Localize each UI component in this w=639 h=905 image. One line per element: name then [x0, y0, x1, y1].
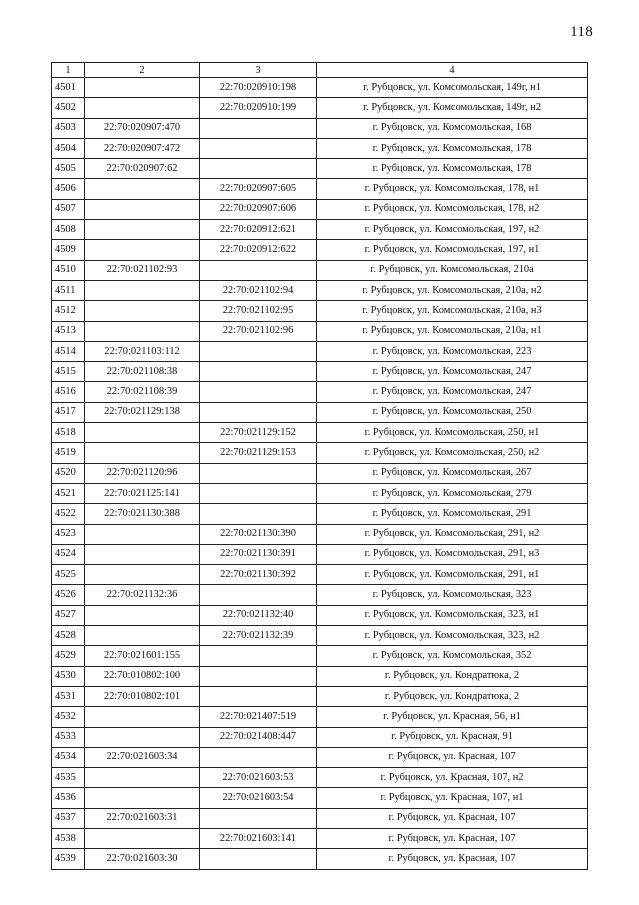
address-cell: г. Рубцовск, ул. Красная, 107: [317, 849, 588, 869]
row-number-cell: 4503: [52, 118, 85, 138]
land-cadastral-cell: 22:70:021108:39: [85, 382, 200, 402]
land-cadastral-cell: [85, 565, 200, 585]
table-row: [52, 747, 588, 767]
building-cadastral-cell: [200, 341, 317, 361]
address-cell: г. Рубцовск, ул. Комсомольская, 149г, н2: [317, 98, 588, 118]
page-number: 118: [570, 24, 593, 40]
row-number-cell: 4510: [52, 260, 85, 280]
row-number-cell: 4517: [52, 402, 85, 422]
building-cadastral-cell: 22:70:021407:519: [200, 707, 317, 727]
table-row: [52, 138, 588, 158]
building-cadastral-cell: 22:70:021102:96: [200, 321, 317, 341]
table-row: [52, 423, 588, 443]
row-number-cell: 4515: [52, 362, 85, 382]
land-cadastral-cell: [85, 199, 200, 219]
land-cadastral-cell: [85, 78, 200, 98]
row-number-cell: 4530: [52, 666, 85, 686]
land-cadastral-cell: [85, 544, 200, 564]
column-header-address: 4: [317, 63, 588, 78]
table-row: [52, 220, 588, 240]
building-cadastral-cell: [200, 159, 317, 179]
address-cell: г. Рубцовск, ул. Красная, 107: [317, 747, 588, 767]
table-header: [52, 63, 588, 78]
table-row: [52, 788, 588, 808]
land-cadastral-cell: [85, 626, 200, 646]
building-cadastral-cell: 22:70:021132:39: [200, 626, 317, 646]
land-cadastral-cell: 22:70:021601:155: [85, 646, 200, 666]
table-row: [52, 443, 588, 463]
land-cadastral-cell: 22:70:020907:470: [85, 118, 200, 138]
address-cell: г. Рубцовск, ул. Красная, 107, н2: [317, 768, 588, 788]
address-cell: г. Рубцовск, ул. Комсомольская, 352: [317, 646, 588, 666]
address-cell: г. Рубцовск, ул. Комсомольская, 210а: [317, 260, 588, 280]
row-number-cell: 4501: [52, 78, 85, 98]
row-number-cell: 4522: [52, 504, 85, 524]
table-row: [52, 159, 588, 179]
table-row: [52, 78, 588, 98]
land-cadastral-cell: [85, 423, 200, 443]
building-cadastral-cell: [200, 808, 317, 828]
row-number-cell: 4524: [52, 544, 85, 564]
row-number-cell: 4512: [52, 301, 85, 321]
row-number-cell: 4506: [52, 179, 85, 199]
land-cadastral-cell: 22:70:021103:112: [85, 341, 200, 361]
row-number-cell: 4508: [52, 220, 85, 240]
table-row: [52, 362, 588, 382]
address-cell: г. Рубцовск, ул. Красная, 56, н1: [317, 707, 588, 727]
row-number-cell: 4534: [52, 747, 85, 767]
land-cadastral-cell: 22:70:021603:34: [85, 747, 200, 767]
land-cadastral-cell: 22:70:010802:100: [85, 666, 200, 686]
land-cadastral-cell: [85, 321, 200, 341]
building-cadastral-cell: [200, 402, 317, 422]
table-row: [52, 727, 588, 747]
table-row: [52, 280, 588, 300]
row-number-cell: 4509: [52, 240, 85, 260]
land-cadastral-cell: 22:70:021120:96: [85, 463, 200, 483]
address-cell: г. Рубцовск, ул. Комсомольская, 223: [317, 341, 588, 361]
building-cadastral-cell: [200, 463, 317, 483]
land-cadastral-cell: 22:70:021130:388: [85, 504, 200, 524]
row-number-cell: 4535: [52, 768, 85, 788]
table-row: [52, 707, 588, 727]
building-cadastral-cell: 22:70:020907:606: [200, 199, 317, 219]
address-cell: г. Рубцовск, ул. Комсомольская, 178, н1: [317, 179, 588, 199]
address-cell: г. Рубцовск, ул. Комсомольская, 250, н2: [317, 443, 588, 463]
land-cadastral-cell: 22:70:021125:141: [85, 483, 200, 503]
land-cadastral-cell: 22:70:020907:62: [85, 159, 200, 179]
row-number-cell: 4520: [52, 463, 85, 483]
address-cell: г. Рубцовск, ул. Комсомольская, 197, н2: [317, 220, 588, 240]
building-cadastral-cell: [200, 747, 317, 767]
building-cadastral-cell: 22:70:020907:605: [200, 179, 317, 199]
table-row: [52, 98, 588, 118]
building-cadastral-cell: [200, 260, 317, 280]
row-number-cell: 4538: [52, 828, 85, 848]
table-row: [52, 666, 588, 686]
land-cadastral-cell: [85, 280, 200, 300]
row-number-cell: 4521: [52, 483, 85, 503]
building-cadastral-cell: 22:70:021603:141: [200, 828, 317, 848]
land-cadastral-cell: 22:70:021603:31: [85, 808, 200, 828]
address-cell: г. Рубцовск, ул. Комсомольская, 168: [317, 118, 588, 138]
address-cell: г. Рубцовск, ул. Комсомольская, 291, н3: [317, 544, 588, 564]
row-number-cell: 4531: [52, 686, 85, 706]
building-cadastral-cell: [200, 118, 317, 138]
table-row: [52, 382, 588, 402]
table-row: [52, 179, 588, 199]
building-cadastral-cell: [200, 138, 317, 158]
land-cadastral-cell: 22:70:021108:38: [85, 362, 200, 382]
address-cell: г. Рубцовск, ул. Комсомольская, 178: [317, 159, 588, 179]
table-row: [52, 524, 588, 544]
table-row: [52, 605, 588, 625]
row-number-cell: 4527: [52, 605, 85, 625]
table-row: [52, 341, 588, 361]
building-cadastral-cell: 22:70:021130:392: [200, 565, 317, 585]
table-row: [52, 626, 588, 646]
address-cell: г. Рубцовск, ул. Красная, 91: [317, 727, 588, 747]
table-row: [52, 463, 588, 483]
row-number-cell: 4502: [52, 98, 85, 118]
building-cadastral-cell: 22:70:020910:199: [200, 98, 317, 118]
address-cell: г. Рубцовск, ул. Красная, 107: [317, 828, 588, 848]
table-row: [52, 321, 588, 341]
building-cadastral-cell: [200, 585, 317, 605]
land-cadastral-cell: 22:70:021102:93: [85, 260, 200, 280]
address-cell: г. Рубцовск, ул. Комсомольская, 267: [317, 463, 588, 483]
land-cadastral-cell: [85, 301, 200, 321]
building-cadastral-cell: [200, 362, 317, 382]
address-cell: г. Рубцовск, ул. Комсомольская, 323, н1: [317, 605, 588, 625]
row-number-cell: 4528: [52, 626, 85, 646]
table-row: [52, 118, 588, 138]
row-number-cell: 4526: [52, 585, 85, 605]
building-cadastral-cell: 22:70:021132:40: [200, 605, 317, 625]
table-row: [52, 808, 588, 828]
address-cell: г. Рубцовск, ул. Комсомольская, 323, н2: [317, 626, 588, 646]
building-cadastral-cell: [200, 483, 317, 503]
address-cell: г. Рубцовск, ул. Комсомольская, 149г, н1: [317, 78, 588, 98]
address-cell: г. Рубцовск, ул. Комсомольская, 247: [317, 362, 588, 382]
land-cadastral-cell: [85, 220, 200, 240]
land-cadastral-cell: [85, 605, 200, 625]
row-number-cell: 4533: [52, 727, 85, 747]
row-number-cell: 4518: [52, 423, 85, 443]
address-cell: г. Рубцовск, ул. Комсомольская, 197, н1: [317, 240, 588, 260]
land-cadastral-cell: [85, 828, 200, 848]
table-row: [52, 849, 588, 869]
row-number-cell: 4519: [52, 443, 85, 463]
row-number-cell: 4513: [52, 321, 85, 341]
land-cadastral-cell: [85, 240, 200, 260]
land-cadastral-cell: [85, 727, 200, 747]
address-cell: г. Рубцовск, ул. Красная, 107, н1: [317, 788, 588, 808]
register-table: [51, 62, 588, 870]
table-row: [52, 565, 588, 585]
row-number-cell: 4537: [52, 808, 85, 828]
building-cadastral-cell: 22:70:021130:391: [200, 544, 317, 564]
land-cadastral-cell: 22:70:010802:101: [85, 686, 200, 706]
address-cell: г. Рубцовск, ул. Комсомольская, 210а, н1: [317, 321, 588, 341]
address-cell: г. Рубцовск, ул. Комсомольская, 291, н2: [317, 524, 588, 544]
building-cadastral-cell: 22:70:020912:622: [200, 240, 317, 260]
building-cadastral-cell: [200, 849, 317, 869]
table-row: [52, 260, 588, 280]
row-number-cell: 4507: [52, 199, 85, 219]
land-cadastral-cell: 22:70:021129:138: [85, 402, 200, 422]
table-row: [52, 402, 588, 422]
building-cadastral-cell: 22:70:021102:95: [200, 301, 317, 321]
address-cell: г. Рубцовск, ул. Комсомольская, 247: [317, 382, 588, 402]
table-row: [52, 240, 588, 260]
address-cell: г. Рубцовск, ул. Кондратюка, 2: [317, 686, 588, 706]
building-cadastral-cell: 22:70:021129:152: [200, 423, 317, 443]
table-row: [52, 483, 588, 503]
table-row: [52, 768, 588, 788]
building-cadastral-cell: 22:70:021408:447: [200, 727, 317, 747]
land-cadastral-cell: [85, 524, 200, 544]
building-cadastral-cell: 22:70:021130:390: [200, 524, 317, 544]
land-cadastral-cell: 22:70:021132:36: [85, 585, 200, 605]
row-number-cell: 4529: [52, 646, 85, 666]
row-number-cell: 4523: [52, 524, 85, 544]
row-number-cell: 4505: [52, 159, 85, 179]
land-cadastral-cell: [85, 768, 200, 788]
table-row: [52, 301, 588, 321]
address-cell: г. Рубцовск, ул. Комсомольская, 250, н1: [317, 423, 588, 443]
land-cadastral-cell: [85, 707, 200, 727]
building-cadastral-cell: 22:70:021603:54: [200, 788, 317, 808]
building-cadastral-cell: 22:70:021603:53: [200, 768, 317, 788]
address-cell: г. Рубцовск, ул. Кондратюка, 2: [317, 666, 588, 686]
building-cadastral-cell: [200, 382, 317, 402]
row-number-cell: 4539: [52, 849, 85, 869]
table-row: [52, 199, 588, 219]
table-body: [52, 78, 588, 870]
table-row: [52, 828, 588, 848]
address-cell: г. Рубцовск, ул. Комсомольская, 279: [317, 483, 588, 503]
table-row: [52, 686, 588, 706]
building-cadastral-cell: [200, 504, 317, 524]
row-number-cell: 4532: [52, 707, 85, 727]
row-number-cell: 4511: [52, 280, 85, 300]
land-cadastral-cell: 22:70:020907:472: [85, 138, 200, 158]
row-number-cell: 4525: [52, 565, 85, 585]
building-cadastral-cell: 22:70:020912:621: [200, 220, 317, 240]
column-header-land-cadastral: 2: [85, 63, 200, 78]
column-header-number: 1: [52, 63, 85, 78]
table-row: [52, 504, 588, 524]
row-number-cell: 4536: [52, 788, 85, 808]
header-row: [52, 63, 588, 78]
address-cell: г. Рубцовск, ул. Комсомольская, 178: [317, 138, 588, 158]
address-cell: г. Рубцовск, ул. Комсомольская, 210а, н2: [317, 280, 588, 300]
building-cadastral-cell: [200, 646, 317, 666]
land-cadastral-cell: [85, 443, 200, 463]
column-header-building-cadastral: 3: [200, 63, 317, 78]
row-number-cell: 4504: [52, 138, 85, 158]
land-cadastral-cell: [85, 179, 200, 199]
address-cell: г. Рубцовск, ул. Красная, 107: [317, 808, 588, 828]
table-row: [52, 585, 588, 605]
building-cadastral-cell: [200, 666, 317, 686]
address-cell: г. Рубцовск, ул. Комсомольская, 323: [317, 585, 588, 605]
building-cadastral-cell: 22:70:021102:94: [200, 280, 317, 300]
address-cell: г. Рубцовск, ул. Комсомольская, 210а, н3: [317, 301, 588, 321]
address-cell: г. Рубцовск, ул. Комсомольская, 250: [317, 402, 588, 422]
address-cell: г. Рубцовск, ул. Комсомольская, 178, н2: [317, 199, 588, 219]
building-cadastral-cell: 22:70:021129:153: [200, 443, 317, 463]
row-number-cell: 4516: [52, 382, 85, 402]
row-number-cell: 4514: [52, 341, 85, 361]
address-cell: г. Рубцовск, ул. Комсомольская, 291: [317, 504, 588, 524]
address-cell: г. Рубцовск, ул. Комсомольская, 291, н1: [317, 565, 588, 585]
land-cadastral-cell: [85, 788, 200, 808]
land-cadastral-cell: [85, 98, 200, 118]
table-row: [52, 544, 588, 564]
building-cadastral-cell: 22:70:020910:198: [200, 78, 317, 98]
building-cadastral-cell: [200, 686, 317, 706]
land-cadastral-cell: 22:70:021603:30: [85, 849, 200, 869]
table-row: [52, 646, 588, 666]
